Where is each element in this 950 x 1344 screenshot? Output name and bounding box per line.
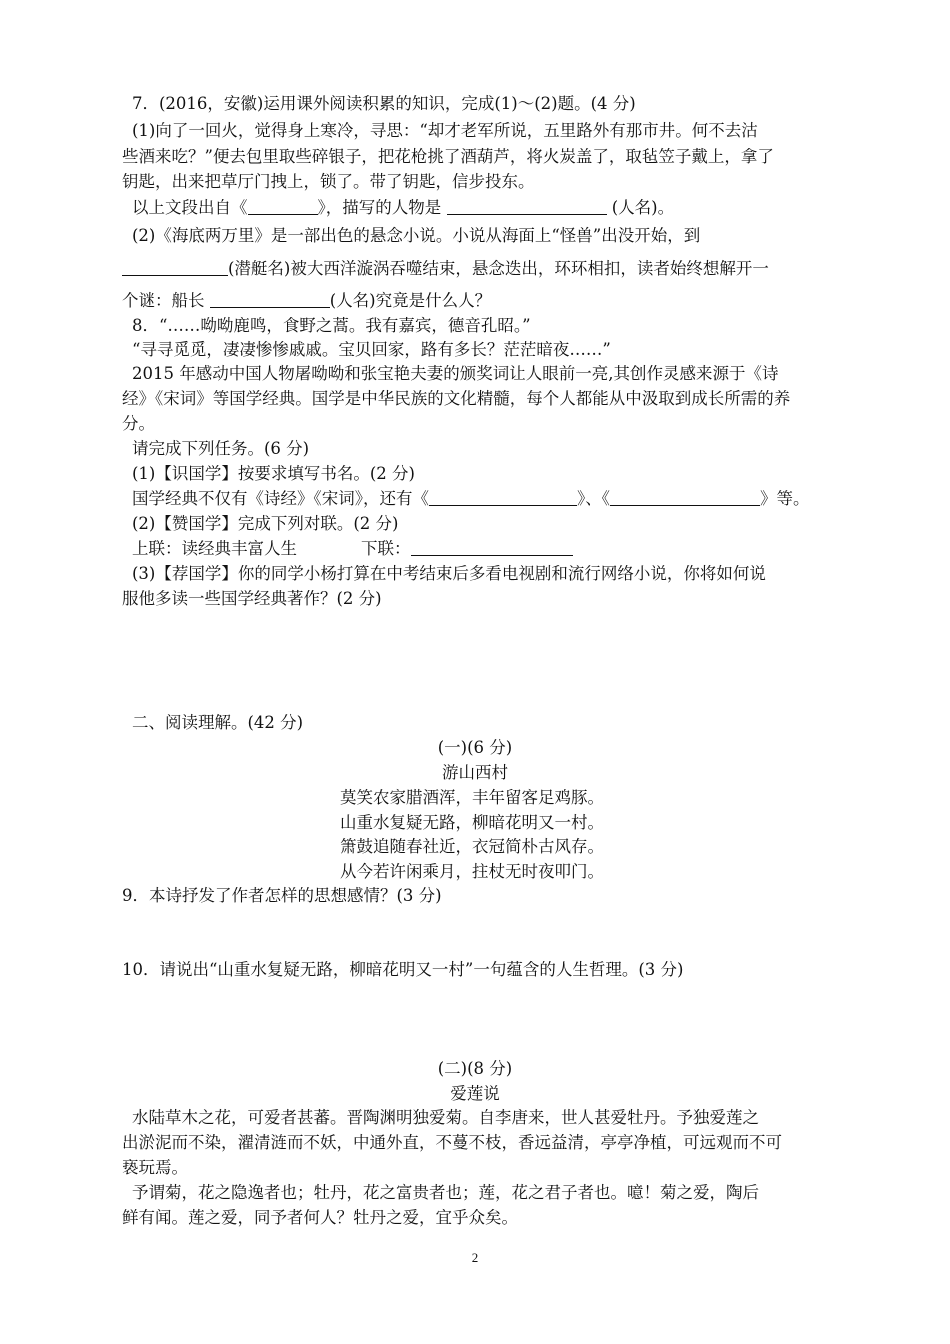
q8-sub2: (2)【赞国学】完成下列对联。(2 分): [132, 514, 399, 533]
question-text: 国学经典不仅有《诗经》《宋词》，还有《: [132, 489, 429, 508]
q8-task: 请完成下列任务。(6 分): [132, 439, 310, 458]
question-text: 个谜：船长: [122, 291, 205, 310]
poem-title: 游山西村: [442, 763, 508, 782]
answer-blank-couplet[interactable]: [411, 539, 573, 556]
answer-blank-submarine[interactable]: [122, 259, 228, 276]
q8-sub3-line: (3)【荐国学】你的同学小杨打算在中考结束后多看电视剧和流行网络小说，你将如何说: [132, 564, 766, 583]
q8-quote: “寻寻觅觅，凄凄惨惨戚戚。宝贝回家，路有多长？茫茫暗夜……”: [132, 340, 611, 359]
essay-line: 予谓菊，花之隐逸者也；牡丹，花之富贵者也；莲，花之君子者也。噫！菊之爱，陶后: [132, 1183, 759, 1202]
q7-heading: 7．(2016，安徽)运用课外阅读积累的知识，完成(1)～(2)题。(4 分): [132, 94, 636, 113]
answer-blank-book2[interactable]: [610, 489, 760, 506]
q7-passage-line: 钥匙，出来把草厅门拽上，锁了。带了钥匙，信步投东。: [122, 172, 535, 191]
q8-sub3-line: 服他多读一些国学经典著作？(2 分): [122, 589, 382, 608]
q8-heading: 8．“……呦呦鹿鸣，食野之蒿。我有嘉宾，德音孔昭。”: [132, 316, 531, 335]
essay-line: 鲜有闻。莲之爱，同予者何人？牡丹之爱，宜乎众矣。: [122, 1208, 518, 1227]
q7-sub2-line: (2)《海底两万里》是一部出色的悬念小说。小说从海面上“怪兽”出没开始，到: [132, 226, 701, 245]
question-text: (潜艇名)被大西洋漩涡吞噬结束，悬念迭出，环环相扣，读者始终想解开一: [228, 259, 769, 278]
q8-couplet: [132, 537, 852, 561]
couplet-upper: 上联：读经典丰富人生: [132, 539, 297, 558]
question-text: 》等。: [760, 489, 810, 508]
q8-paragraph-line: 2015 年感动中国人物屠呦呦和张宝艳夫妻的颁奖词让人眼前一亮,其创作灵感来源于《诗: [132, 364, 779, 383]
answer-blank-book[interactable]: [248, 198, 318, 215]
q10: 10．请说出“山重水复疑无路，柳暗花明又一村”一句蕴含的人生哲理。(3 分): [122, 960, 684, 979]
q7-passage-line: 些酒来吃？”便去包里取些碎银子，把花枪挑了酒葫芦，将火炭盖了，取毡笠子戴上，拿了: [122, 147, 774, 166]
question-text: 以上文段出自《: [132, 198, 248, 217]
answer-blank-captain[interactable]: [210, 291, 330, 308]
section-heading: 二、阅读理解。(42 分): [132, 713, 304, 732]
page-number: 2: [471, 1250, 479, 1265]
question-text: 》，描写的人物是: [317, 198, 442, 217]
question-text: (人名)究竟是什么人？: [329, 291, 492, 310]
question-text: (人名)。: [611, 198, 675, 217]
q7-passage-line: (1)向了一回火，觉得身上寒冷，寻思：“却才老军所说，五里路外有那市井。何不去沽: [132, 121, 758, 140]
couplet-lower-label: 下联：: [361, 539, 411, 558]
essay-line: 出淤泥而不染，濯清涟而不妖，中通外直，不蔓不枝，香远益清，亭亭净植，可远观而不可: [122, 1133, 782, 1152]
poem-line: 山重水复疑无路，柳暗花明又一村。: [340, 813, 604, 832]
q7-sub2-line: [122, 257, 842, 281]
essay-line: 亵玩焉。: [122, 1158, 188, 1177]
answer-blank-character[interactable]: [447, 198, 607, 215]
q8-paragraph-line: 经》《宋词》等国学经典。国学是中华民族的文化精髓，每个人都能从中汲取到成长所需的养: [122, 389, 791, 408]
answer-blank-book1[interactable]: [429, 489, 577, 506]
q8-sub1: (1)【识国学】按要求填写书名。(2 分): [132, 464, 415, 483]
q7-sub1-question: [132, 196, 852, 220]
question-text: 》、《: [577, 489, 610, 508]
poem-line: 从今若许闲乘月，拄杖无时夜叩门。: [340, 862, 604, 881]
q9: 9．本诗抒发了作者怎样的思想感情？(3 分): [122, 886, 442, 905]
q7-sub2-line: [122, 289, 842, 313]
poem-line: 莫笑农家腊酒浑，丰年留客足鸡豚。: [340, 788, 604, 807]
q8-paragraph-line: 分。: [122, 414, 155, 433]
poem-line: 箫鼓追随春社近，衣冠简朴古风存。: [340, 837, 604, 856]
essay-line: 水陆草木之花，可爱者甚蕃。晋陶渊明独爱菊。自李唐来，世人甚爱牡丹。予独爱莲之: [132, 1108, 759, 1127]
part-heading: (一)(6 分): [437, 738, 513, 757]
q8-sub1-fill: [132, 487, 852, 511]
essay-title: 爱莲说: [450, 1084, 500, 1103]
part-heading: (二)(8 分): [437, 1059, 513, 1078]
